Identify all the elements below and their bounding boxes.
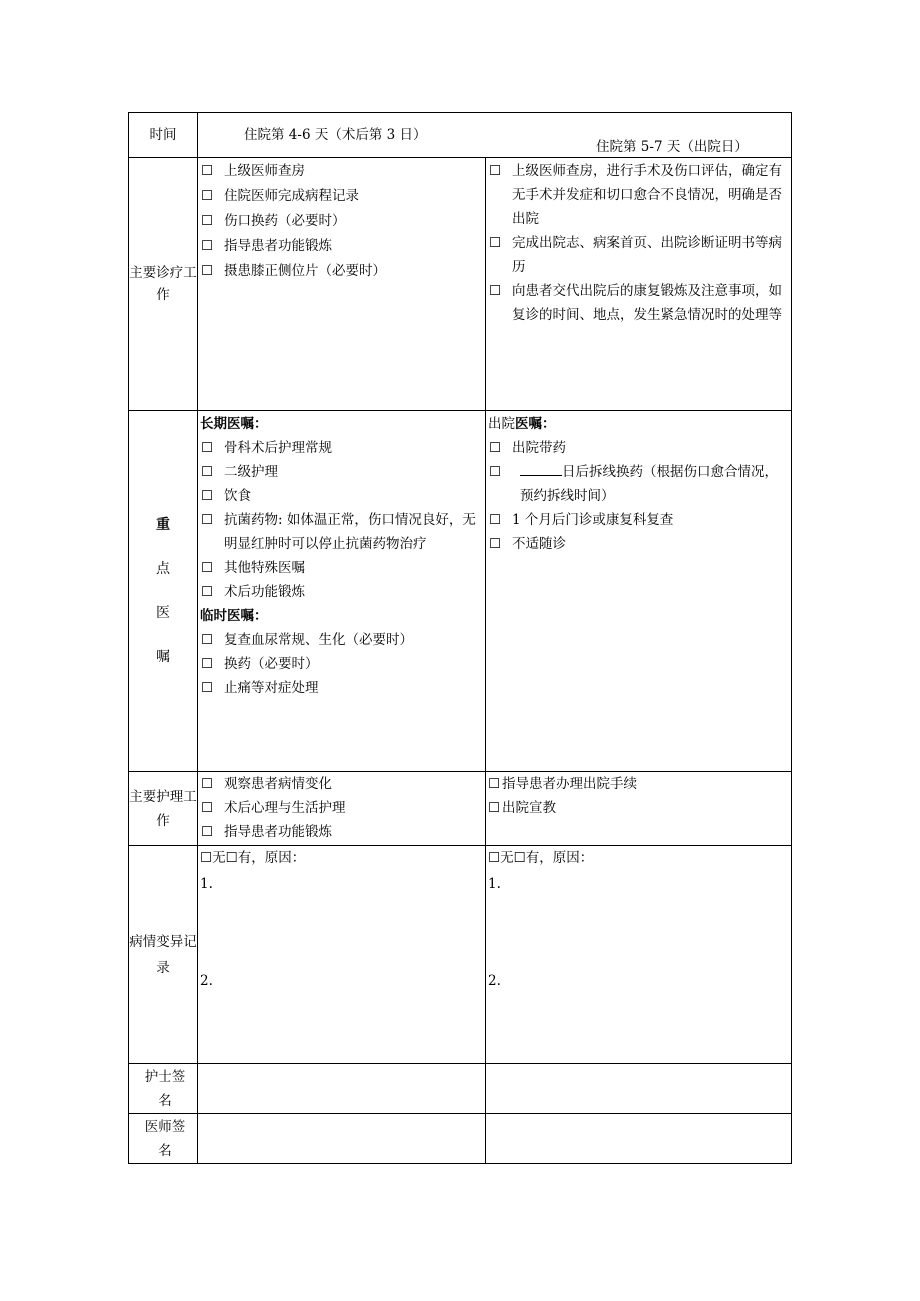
doctor-signature-label: 医师签名 bbox=[129, 1114, 198, 1164]
checkbox-icon[interactable]: ☐ bbox=[201, 488, 214, 504]
checkbox-icon[interactable]: ☐ bbox=[201, 512, 214, 528]
checkbox-icon[interactable]: ☐ bbox=[201, 440, 214, 456]
checkbox-icon[interactable]: ☐ bbox=[488, 776, 501, 792]
variance-choice[interactable]: ☐无☐有，原因： bbox=[488, 850, 594, 866]
checkbox-icon[interactable]: ☐ bbox=[488, 800, 501, 816]
temp-orders-title: 临时医嘱： bbox=[200, 608, 268, 624]
day-header-right: 住院第 5-7 天（出院日） bbox=[596, 139, 748, 155]
checkbox-icon[interactable]: ☐ bbox=[201, 656, 214, 672]
orders-right-cell bbox=[486, 411, 792, 772]
day-header-left: 住院第 4-6 天（术后第 3 日） bbox=[244, 127, 427, 143]
long-term-order-item[interactable]: ☐ 抗菌药物: 如体温正常，伤口情况良好，无明显红肿时可以停止抗菌药物治疗 bbox=[198, 508, 485, 556]
checkbox-icon[interactable]: ☐ bbox=[201, 163, 214, 179]
diagnosis-left-item[interactable]: ☐ 上级医师查房 bbox=[198, 159, 485, 183]
time-label: 时间 bbox=[129, 113, 198, 158]
nurse-signature-label: 护士签名 bbox=[129, 1064, 198, 1114]
diagnosis-row bbox=[129, 158, 792, 411]
header-row bbox=[129, 113, 792, 158]
variance-label: 病情变异记录 bbox=[129, 846, 198, 1064]
variance-left-cell bbox=[198, 846, 486, 1064]
checkbox-icon[interactable]: ☐ bbox=[489, 440, 502, 456]
variance-right-cell bbox=[486, 846, 792, 1064]
nursing-row bbox=[129, 772, 792, 846]
diagnosis-left-item[interactable]: ☐ 摄患膝正侧位片（必要时） bbox=[198, 259, 485, 283]
checkbox-icon[interactable]: ☐ bbox=[201, 263, 214, 279]
discharge-order-item[interactable]: ☐ 出院带药 bbox=[486, 436, 791, 460]
discharge-order-item[interactable]: ☐ 日后拆线换药（根据伤口愈合情况，预约拆线时间） bbox=[486, 460, 791, 508]
diagnosis-left-item[interactable]: ☐ 住院医师完成病程记录 bbox=[198, 184, 485, 208]
variance-item-2: 2. bbox=[200, 973, 213, 989]
temp-order-item[interactable]: ☐ 换药（必要时） bbox=[198, 652, 485, 676]
discharge-order-item[interactable]: ☐ 不适随诊 bbox=[486, 532, 791, 556]
long-term-order-item[interactable]: ☐ 骨科术后护理常规 bbox=[198, 436, 485, 460]
variance-item-1: 1. bbox=[200, 876, 213, 892]
day-header bbox=[198, 113, 792, 158]
checkbox-icon[interactable]: ☐ bbox=[201, 776, 214, 792]
checkbox-icon[interactable]: ☐ bbox=[201, 824, 214, 840]
diagnosis-right-item[interactable]: ☐ 向患者交代出院后的康复锻炼及注意事项，如复诊的时间、地点，发生紧急情况时的处理等 bbox=[486, 279, 791, 327]
nursing-right-item[interactable]: ☐ 出院宣教 bbox=[486, 796, 791, 820]
checkbox-icon[interactable]: ☐ bbox=[489, 235, 502, 251]
checkbox-icon[interactable]: ☐ bbox=[201, 464, 214, 480]
long-term-order-item[interactable]: ☐ 其他特殊医嘱 bbox=[198, 556, 485, 580]
doctor-signature-row bbox=[129, 1114, 792, 1164]
nursing-right-cell bbox=[486, 772, 792, 846]
checkbox-icon[interactable]: ☐ bbox=[201, 632, 214, 648]
orders-left-cell bbox=[198, 411, 486, 772]
diagnosis-label: 主要诊疗工作 bbox=[129, 158, 198, 411]
checkbox-icon[interactable]: ☐ bbox=[489, 512, 502, 528]
checkbox-icon[interactable]: ☐ bbox=[201, 680, 214, 696]
nurse-signature-right[interactable] bbox=[486, 1064, 792, 1114]
temp-order-item[interactable]: ☐ 止痛等对症处理 bbox=[198, 676, 485, 700]
nursing-left-item[interactable]: ☐ 指导患者功能锻炼 bbox=[198, 820, 485, 844]
long-term-orders-title: 长期医嘱： bbox=[200, 416, 268, 432]
checkbox-icon[interactable]: ☐ bbox=[489, 464, 502, 480]
diagnosis-right-cell bbox=[486, 158, 792, 411]
variance-item-2: 2. bbox=[488, 973, 501, 989]
clinical-pathway-table bbox=[128, 112, 792, 1164]
blank-line[interactable] bbox=[520, 460, 562, 476]
checkbox-icon[interactable]: ☐ bbox=[201, 584, 214, 600]
checkbox-icon[interactable]: ☐ bbox=[201, 238, 214, 254]
doctor-signature-right[interactable] bbox=[486, 1114, 792, 1164]
nursing-left-cell bbox=[198, 772, 486, 846]
orders-row bbox=[129, 411, 792, 772]
nurse-signature-row bbox=[129, 1064, 792, 1114]
long-term-order-item[interactable]: ☐ 饮食 bbox=[198, 484, 485, 508]
checkbox-icon[interactable]: ☐ bbox=[489, 163, 502, 179]
diagnosis-left-item[interactable]: ☐ 指导患者功能锻炼 bbox=[198, 234, 485, 258]
checkbox-icon[interactable]: ☐ bbox=[489, 283, 502, 299]
diagnosis-right-item[interactable]: ☐ 完成出院志、病案首页、出院诊断证明书等病历 bbox=[486, 231, 791, 279]
variance-row bbox=[129, 846, 792, 1064]
diagnosis-left-cell bbox=[198, 158, 486, 411]
nurse-signature-left[interactable] bbox=[198, 1064, 486, 1114]
checkbox-icon[interactable]: ☐ bbox=[201, 800, 214, 816]
diagnosis-right-item[interactable]: ☐ 上级医师查房，进行手术及伤口评估，确定有无手术并发症和切口愈合不良情况，明确是否出院 bbox=[486, 159, 791, 231]
discharge-orders-title: 出院医嘱： bbox=[488, 416, 556, 432]
discharge-order-item[interactable]: ☐ 1 个月后门诊或康复科复查 bbox=[486, 508, 791, 532]
variance-item-1: 1. bbox=[488, 876, 501, 892]
nursing-label: 主要护理工作 bbox=[129, 772, 198, 846]
long-term-order-item[interactable]: ☐ 术后功能锻炼 bbox=[198, 580, 485, 604]
variance-choice[interactable]: ☐无☐有，原因： bbox=[200, 850, 306, 866]
nursing-left-item[interactable]: ☐ 观察患者病情变化 bbox=[198, 772, 485, 796]
nursing-left-item[interactable]: ☐ 术后心理与生活护理 bbox=[198, 796, 485, 820]
checkbox-icon[interactable]: ☐ bbox=[201, 188, 214, 204]
checkbox-icon[interactable]: ☐ bbox=[201, 560, 214, 576]
temp-order-item[interactable]: ☐ 复查血尿常规、生化（必要时） bbox=[198, 628, 485, 652]
nursing-right-item[interactable]: ☐ 指导患者办理出院手续 bbox=[486, 772, 791, 796]
doctor-signature-left[interactable] bbox=[198, 1114, 486, 1164]
orders-label: 重 点 医 嘱 bbox=[129, 411, 198, 772]
checkbox-icon[interactable]: ☐ bbox=[489, 536, 502, 552]
checkbox-icon[interactable]: ☐ bbox=[201, 213, 214, 229]
diagnosis-left-item[interactable]: ☐ 伤口换药（必要时） bbox=[198, 209, 485, 233]
long-term-order-item[interactable]: ☐ 二级护理 bbox=[198, 460, 485, 484]
